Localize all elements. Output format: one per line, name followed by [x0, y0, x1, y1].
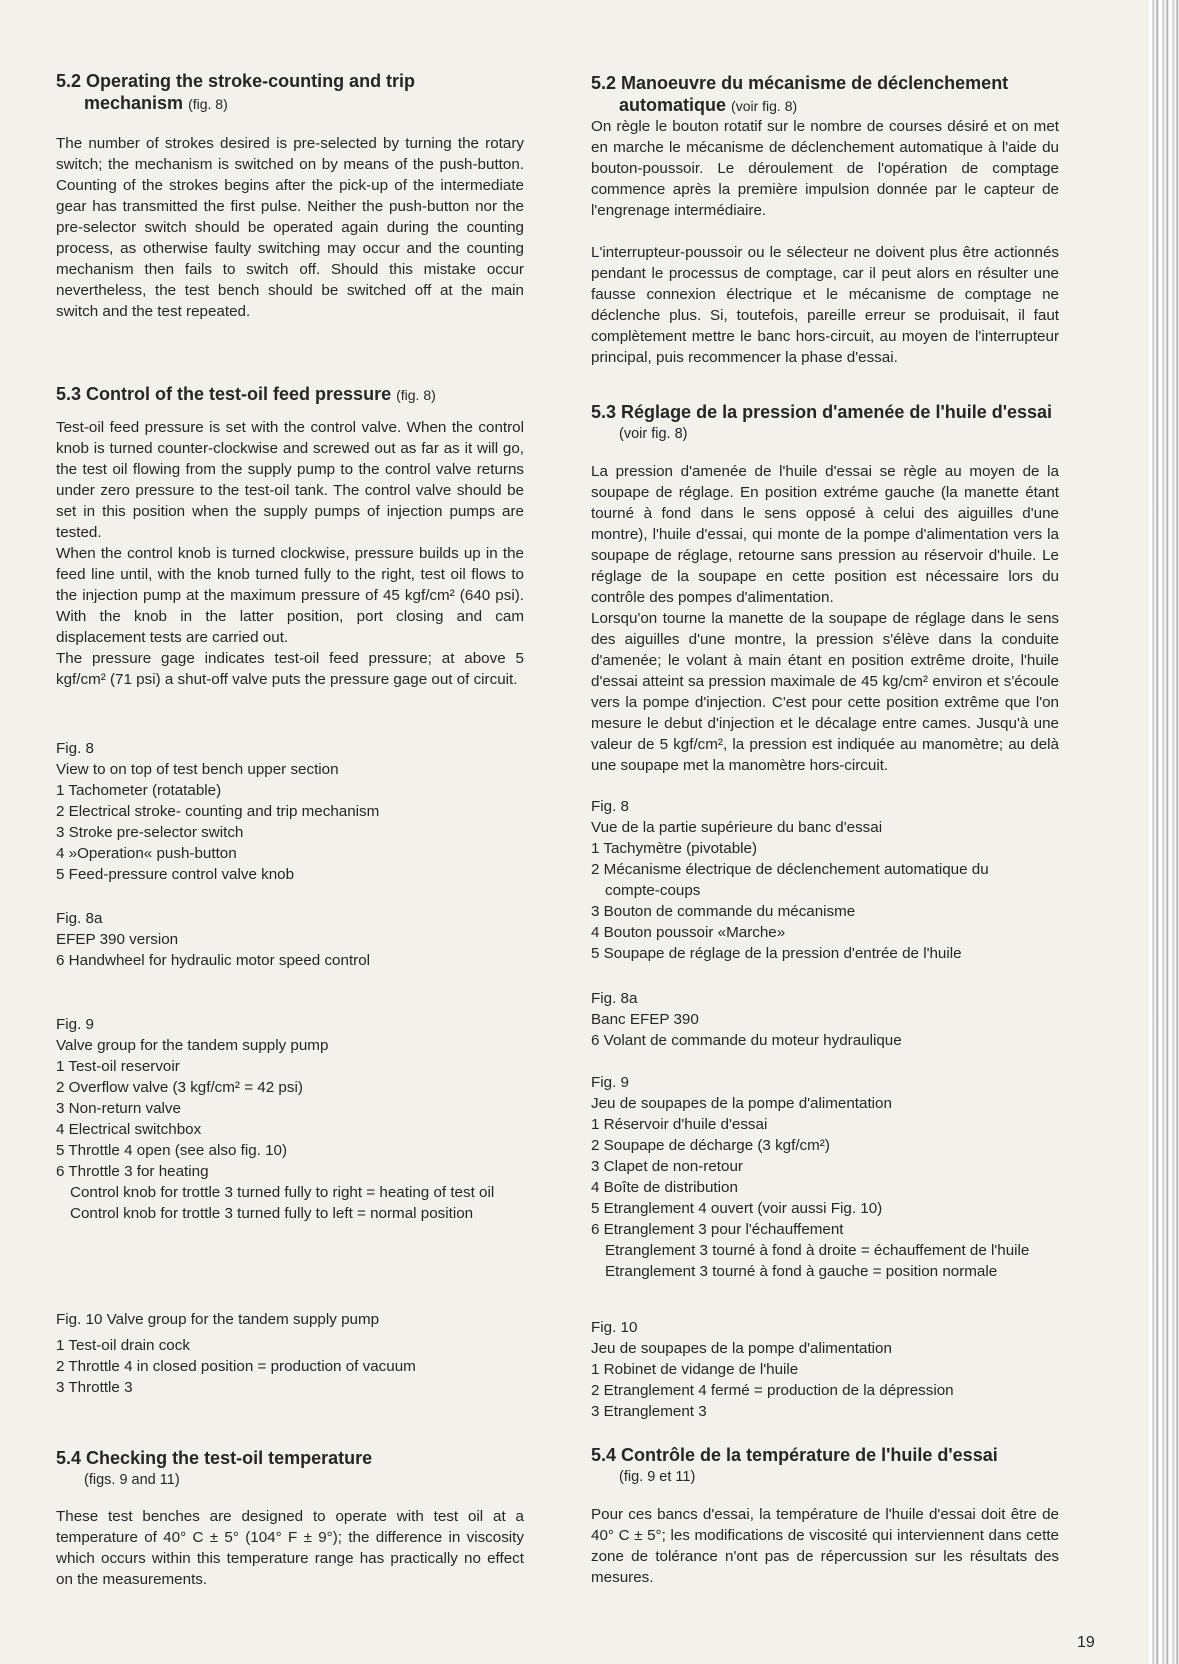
section-number: 5.2 [56, 71, 82, 91]
caption-title: Jeu de soupapes de la pompe d'alimentation [591, 1095, 892, 1112]
caption-item: 2 Etranglement 4 fermé = production de la dépression [591, 1382, 954, 1399]
caption-label: Fig. 10 [591, 1319, 638, 1336]
section-5-2-heading-fr [591, 72, 1059, 117]
section-number: 5.4 [591, 1445, 617, 1465]
caption-subitem: Etranglement 3 tourné à fond à droite = échauffement de l'huile [605, 1242, 1030, 1259]
caption-item: 1 Test-oil drain cock [56, 1337, 190, 1354]
section-title: Checking the test-oil temperature [86, 1448, 373, 1468]
caption-label: Fig. 9 [56, 1016, 94, 1033]
fig-8-caption-fr [591, 796, 1059, 964]
caption-subitem: Control knob for trottle 3 turned fully to left = normal position [70, 1205, 474, 1222]
caption-item: 2 Throttle 4 in closed position = production of vacuum [56, 1358, 416, 1375]
caption-item: 6 Handwheel for hydraulic motor speed control [56, 952, 371, 969]
caption-label: Fig. 8a [591, 990, 638, 1007]
paragraph: La pression d'amenée de l'huile d'essai se règle au moyen de la soupape de réglage. En position extréme gauche (la manette étant tourné à fond dans le sens opposé à celui des aiguilles d'une montre), l'huile d'essai, qui monte de la pompe d'alimentation vers la soupape de réglage, retourne sans pression au réservoir d'huile. Le réglage de la soupape en cette position est nécessaire lors du contrôle des pompes d'alimentation. [591, 463, 1059, 606]
section-5-4-body [56, 1506, 524, 1590]
fig-9-caption-fr [591, 1072, 1059, 1282]
caption-item: 1 Réservoir d'huile d'essai [591, 1116, 768, 1133]
caption-item: 1 Test-oil reservoir [56, 1058, 180, 1075]
caption-item: 2 Mécanisme électrique de déclenchement automatique du [591, 861, 989, 878]
section-title: Manoeuvre du mécanisme de déclenchement [621, 73, 1009, 93]
section-5-2-body [56, 133, 524, 322]
section-title: Control of the test-oil feed pressure [86, 384, 392, 404]
paragraph: On règle le bouton rotatif sur le nombre de courses désiré et on met en marche le mécanisme de déclenchement automatique à l'aide du bouton-poussoir. Le déroulement de l'opération de comptage commence après la première impulsion donnée par le capteur de l'engrenage intermédiaire. [591, 118, 1059, 219]
paragraph: Test-oil feed pressure is set with the control valve. When the control knob is turned counter-clockwise and screwed out as far as it will go, the test oil flowing from the supply pump to the control valve returns under zero pressure to the test-oil tank. The control valve should be set in this position when the supply pumps of injection pumps are tested. [56, 419, 524, 541]
caption-item: 5 Throttle 4 open (see also fig. 10) [56, 1142, 288, 1159]
section-number: 5.3 [56, 384, 82, 404]
caption-item: 3 Throttle 3 [56, 1379, 133, 1396]
caption-item: 1 Tachymètre (pivotable) [591, 840, 758, 857]
caption-title: Valve group for the tandem supply pump [56, 1037, 329, 1054]
section-number: 5.2 [591, 73, 617, 93]
caption-item: 6 Throttle 3 for heating [56, 1163, 209, 1180]
caption-label: Fig. 8 [591, 798, 629, 815]
paragraph: L'interrupteur-poussoir ou le sélecteur ne doivent plus être actionnés pendant le processus de comptage, car il peut alors en résulter une fausse connexion électrique et le mécanisme de comptage ne déclenche plus. Si, toutefois, pareille erreur se produisait, il faut complètement mettre le banc hors-circuit, au moyen de l'interrupteur principal, puis recommencer la phase d'essai. [591, 244, 1059, 366]
section-5-3-body-fr [591, 461, 1059, 776]
paragraph: The pressure gage indicates test-oil feed pressure; at above 5 kgf/cm² (71 psi) a shut-off valve puts the pressure gage out of circuit. [56, 650, 524, 688]
caption-item: 5 Soupape de réglage de la pression d'entrée de l'huile [591, 945, 962, 962]
caption-item: 3 Non-return valve [56, 1100, 181, 1117]
figure-reference: (figs. 9 and 11) [84, 1472, 180, 1488]
fig-10-caption-fr [591, 1317, 1059, 1422]
section-number: 5.4 [56, 1448, 82, 1468]
section-title: Operating the stroke-counting and trip [86, 71, 416, 91]
caption-title: Vue de la partie supérieure du banc d'essai [591, 819, 883, 836]
caption-item: compte-coups [605, 882, 701, 899]
caption-title: EFEP 390 version [56, 931, 179, 948]
section-5-3-body [56, 417, 524, 690]
paragraph: Lorsqu'on tourne la manette de la soupape de réglage dans le sens des aiguilles d'une montre, la pression s'élève dans la conduite d'amenée; le volant à main étant en position extrême droite, l'huile d'essai atteint sa pression maximale de 45 kg/cm² environ et s'écoule vers la pompe d'injection. C'est pour cette position extrême que l'on mesure le debut d'injection et le décalage entre cames. Jusqu'à une valeur de 5 kgf/cm², la pression est indiquée au manomètre; au delà une soupape met la manomètre hors-circuit. [591, 610, 1059, 774]
section-title-cont: mechanism [84, 93, 184, 113]
section-number: 5.3 [591, 402, 617, 422]
caption-item: 3 Stroke pre-selector switch [56, 824, 244, 841]
figure-reference: (fig. 8) [188, 96, 228, 112]
section-5-4-heading-fr [591, 1444, 1059, 1488]
section-title: Réglage de la pression d'amenée de l'huile d'essai [621, 402, 1053, 422]
caption-item: 4 Boîte de distribution [591, 1179, 738, 1196]
caption-subitem: Etranglement 3 tourné à fond à gauche = position normale [605, 1263, 998, 1280]
caption-item: 3 Clapet de non-retour [591, 1158, 743, 1175]
caption-item: 2 Soupape de décharge (3 kgf/cm²) [591, 1137, 830, 1154]
fig-8a-caption-fr [591, 988, 1059, 1051]
caption-title: Banc EFEP 390 [591, 1011, 699, 1028]
paragraph: Pour ces bancs d'essai, la température de l'huile d'essai doit être de 40° C ± 5°; les modifications de viscosité qui interviennent dans cette zone de tolérance n'ont pas de répercussion sur les résultats des mesures. [591, 1506, 1059, 1586]
paragraph: When the control knob is turned clockwise, pressure builds up in the feed line until, with the knob turned fully to the right, test oil flows to the injection pump at the maximum pressure of 45 kgf/cm² (640 psi). With the knob in the latter position, port closing and cam displacement tests are carried out. [56, 545, 524, 646]
caption-title: View to on top of test bench upper section [56, 761, 339, 778]
figure-reference: (voir fig. 8) [731, 98, 798, 114]
fig-10-caption [56, 1309, 524, 1398]
caption-item: 1 Robinet de vidange de l'huile [591, 1361, 799, 1378]
caption-item: 6 Etranglement 3 pour l'échauffement [591, 1221, 844, 1238]
caption-label: Fig. 10 Valve group for the tandem supply pump [56, 1311, 380, 1328]
caption-subitem: Control knob for trottle 3 turned fully to right = heating of test oil [70, 1184, 495, 1201]
figure-reference: (fig. 9 et 11) [619, 1469, 696, 1485]
caption-item: 2 Electrical stroke- counting and trip mechanism [56, 803, 380, 820]
paragraph: These test benches are designed to operate with test oil at a temperature of 40° C ± 5° (104° F ± 9°); the difference in viscosity which occurs within this temperature range has practically no effect on the measurements. [56, 1508, 524, 1588]
section-5-4-body-fr [591, 1504, 1059, 1588]
caption-item: 6 Volant de commande du moteur hydraulique [591, 1032, 902, 1049]
caption-item: 2 Overflow valve (3 kgf/cm² = 42 psi) [56, 1079, 303, 1096]
section-title: Contrôle de la température de l'huile d'essai [621, 1445, 998, 1465]
caption-item: 4 Bouton poussoir «Marche» [591, 924, 786, 941]
caption-title: Jeu de soupapes de la pompe d'alimentation [591, 1340, 892, 1357]
caption-label: Fig. 8a [56, 910, 103, 927]
caption-item: 5 Etranglement 4 ouvert (voir aussi Fig. 10) [591, 1200, 883, 1217]
caption-item: 5 Feed-pressure control valve knob [56, 866, 295, 883]
section-title-cont: automatique [619, 95, 727, 115]
section-5-4-heading [56, 1447, 524, 1491]
paragraph: The number of strokes desired is pre-selected by turning the rotary switch; the mechanism is switched on by means of the push-button. Counting of the strokes begins after the pick-up of the intermediate gear has transmitted the first pulse. Neither the push-button nor the pre-selector switch should be operated again during the counting process, as otherwise faulty switching may occur and the counting mechanism then fails to switch off. Should this mistake occur nevertheless, the test bench should be switched off at the main switch and the test repeated. [56, 135, 524, 320]
figure-reference: (voir fig. 8) [619, 426, 688, 442]
caption-item: 4 Electrical switchbox [56, 1121, 202, 1138]
caption-item: 4 »Operation« push-button [56, 845, 237, 862]
fig-8-caption [56, 738, 524, 885]
caption-label: Fig. 9 [591, 1074, 629, 1091]
section-5-3-heading [56, 383, 524, 406]
section-5-3-heading-fr [591, 401, 1059, 445]
caption-label: Fig. 8 [56, 740, 94, 757]
caption-item: 3 Bouton de commande du mécanisme [591, 903, 856, 920]
caption-item: 1 Tachometer (rotatable) [56, 782, 222, 799]
page-number: 19 [1077, 1634, 1095, 1651]
figure-reference: (fig. 8) [396, 387, 436, 403]
section-5-2-body-fr [591, 116, 1059, 368]
caption-item: 3 Etranglement 3 [591, 1403, 707, 1420]
fig-8a-caption [56, 908, 524, 971]
fig-9-caption [56, 1014, 524, 1224]
page-binding-edge [1149, 0, 1179, 1664]
section-5-2-heading [56, 70, 524, 115]
